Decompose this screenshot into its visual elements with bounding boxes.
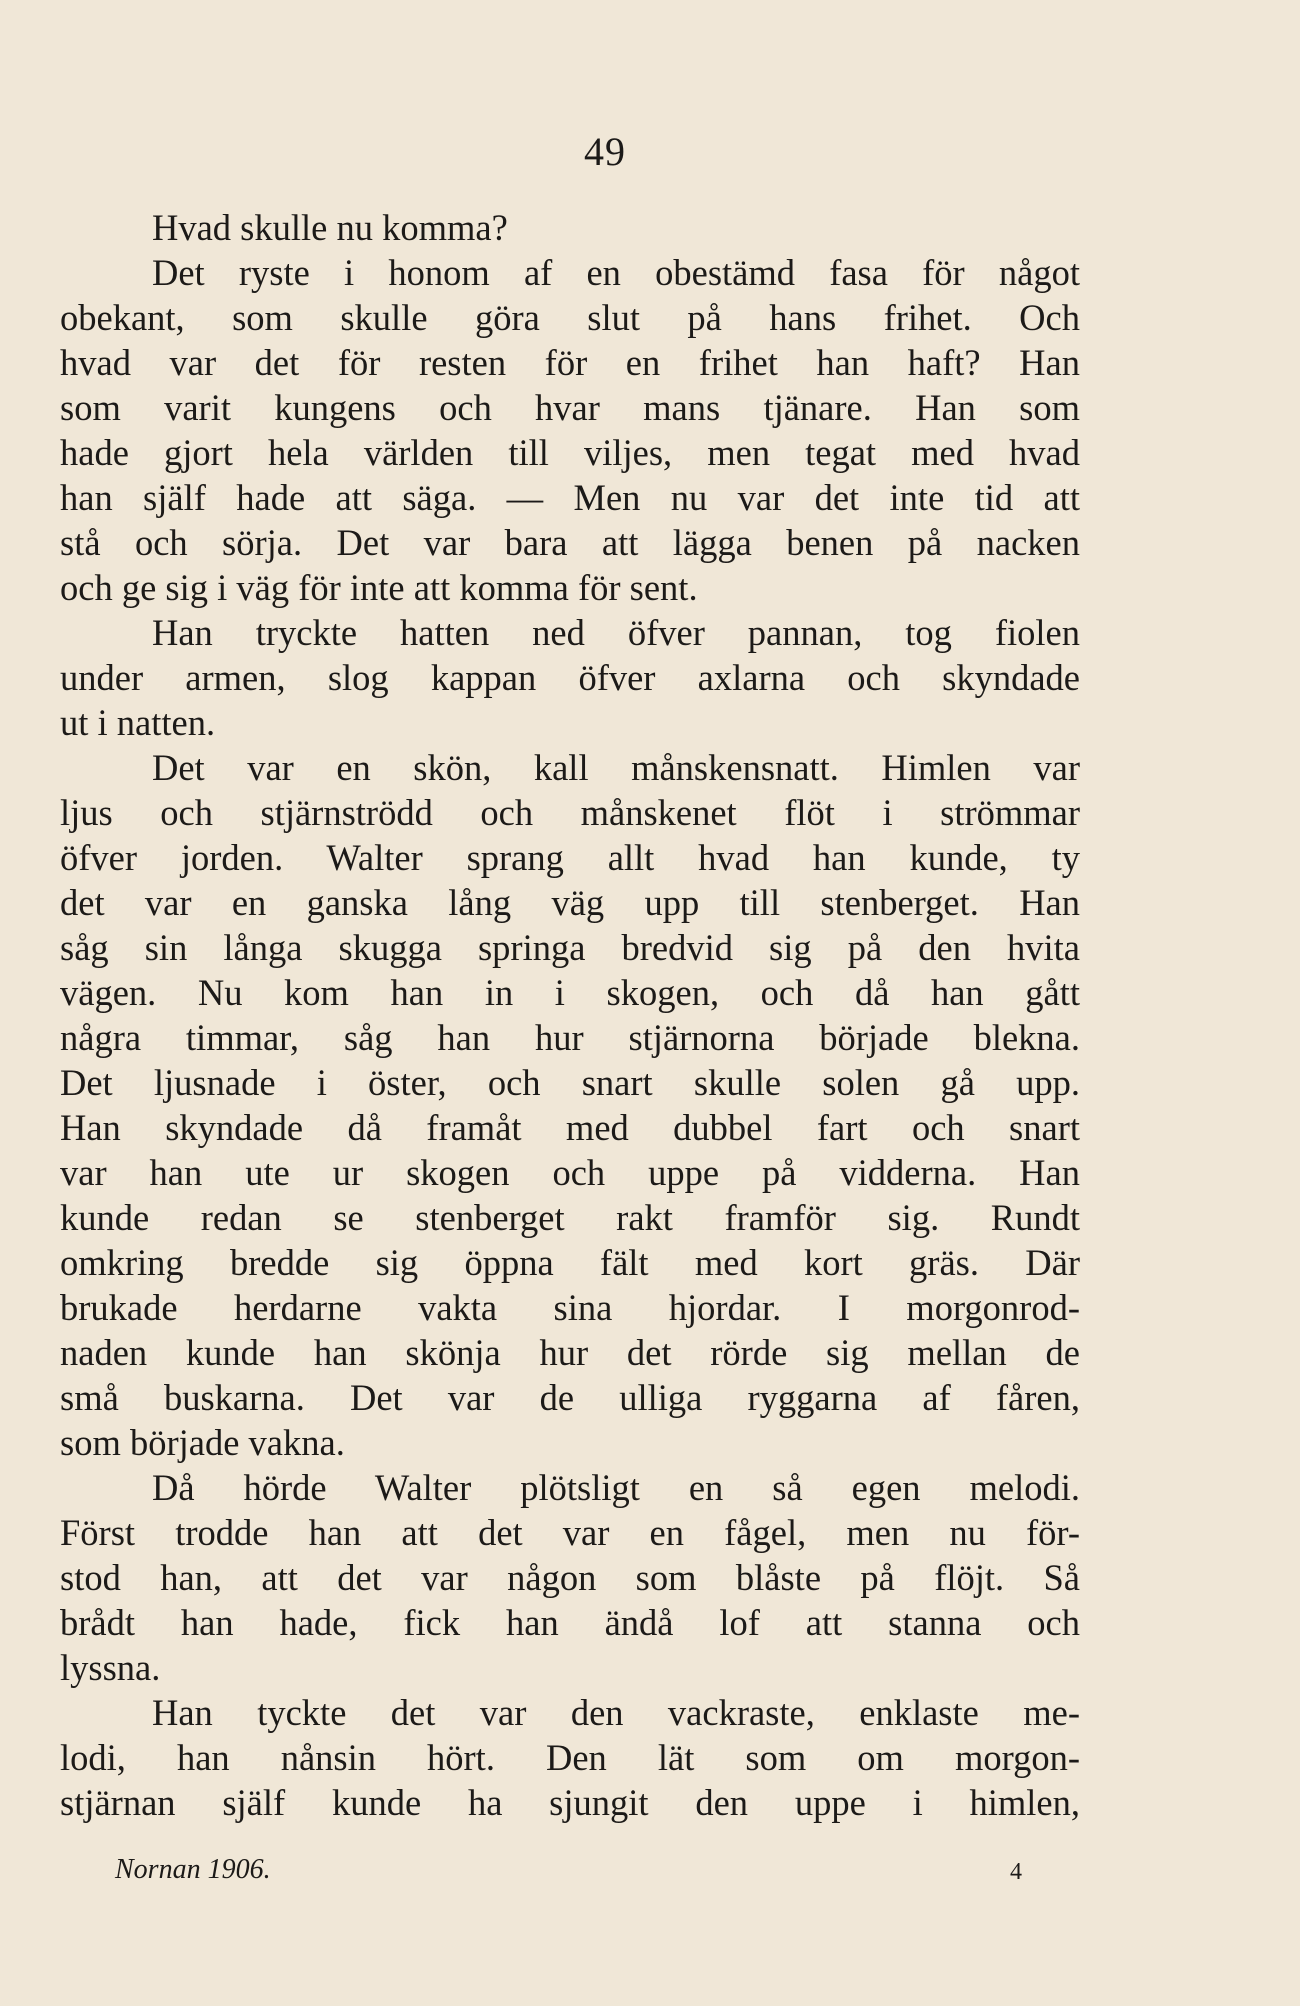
text-line: lodi, han nånsin hört. Den lät som om morgon- — [60, 1737, 1080, 1778]
text-line: Han skyndade då framåt med dubbel fart och snart — [60, 1107, 1080, 1148]
text-line: vägen. Nu kom han in i skogen, och då han gått — [60, 972, 1080, 1013]
text-line: det var en ganska lång väg upp till stenberget. Han — [60, 882, 1080, 923]
text-line: hade gjort hela världen till viljes, men tegat med hvad — [60, 432, 1080, 473]
text-line: under armen, slog kappan öfver axlarna och skyndade — [60, 657, 1080, 698]
text-line: stod han, att det var någon som blåste på flöjt. Så — [60, 1557, 1080, 1598]
text-line: brådt han hade, fick han ändå lof att stanna och — [60, 1602, 1080, 1643]
text-line: såg sin långa skugga springa bredvid sig på den hvita — [60, 927, 1080, 968]
text-line: var han ute ur skogen och uppe på vidderna. Han — [60, 1152, 1080, 1193]
text-line: brukade herdarne vakta sina hjordar. I morgonrod- — [60, 1287, 1080, 1328]
text-line: stå och sörja. Det var bara att lägga benen på nacken — [60, 522, 1080, 563]
text-line: Först trodde han att det var en fågel, men nu för- — [60, 1512, 1080, 1553]
text-line: kunde redan se stenberget rakt framför sig. Rundt — [60, 1197, 1080, 1238]
footer-sheet-number: 4 — [1010, 1859, 1022, 1885]
text-line: lyssna. — [60, 1647, 161, 1688]
body-text — [60, 205, 1080, 1825]
text-line: öfver jorden. Walter sprang allt hvad han kunde, ty — [60, 837, 1080, 878]
text-line: Då hörde Walter plötsligt en så egen melodi. — [152, 1467, 1080, 1508]
footer-signature: Nornan 1906. — [115, 1854, 271, 1885]
text-line: Hvad skulle nu komma? — [152, 207, 508, 248]
page-footer — [0, 1850, 1300, 1890]
text-line: Det ryste i honom af en obestämd fasa för något — [152, 252, 1080, 293]
text-line: naden kunde han skönja hur det rörde sig mellan de — [60, 1332, 1080, 1373]
text-line: Det ljusnade i öster, och snart skulle solen gå upp. — [60, 1062, 1080, 1103]
text-line: som varit kungens och hvar mans tjänare. Han som — [60, 387, 1080, 428]
text-line: Det var en skön, kall månskensnatt. Himlen var — [152, 747, 1080, 788]
text-line: Han tryckte hatten ned öfver pannan, tog fiolen — [152, 612, 1080, 653]
page-number: 49 — [584, 129, 626, 174]
text-line: små buskarna. Det var de ulliga ryggarna af fåren, — [60, 1377, 1080, 1418]
text-line: stjärnan själf kunde ha sjungit den uppe i himlen, — [60, 1782, 1080, 1823]
text-line: Han tyckte det var den vackraste, enklaste me- — [152, 1692, 1080, 1733]
text-line: han själf hade att säga. — Men nu var det inte tid att — [60, 477, 1080, 518]
text-line: omkring bredde sig öppna fält med kort gräs. Där — [60, 1242, 1080, 1283]
text-line: hvad var det för resten för en frihet han haft? Han — [60, 342, 1080, 383]
text-line: ljus och stjärnströdd och månskenet flöt i strömmar — [60, 792, 1080, 833]
text-line: och ge sig i väg för inte att komma för sent. — [60, 567, 698, 608]
text-line: obekant, som skulle göra slut på hans frihet. Och — [60, 297, 1080, 338]
text-line: några timmar, såg han hur stjärnorna började blekna. — [60, 1017, 1080, 1058]
text-line: som började vakna. — [60, 1422, 345, 1463]
text-line: ut i natten. — [60, 702, 216, 743]
